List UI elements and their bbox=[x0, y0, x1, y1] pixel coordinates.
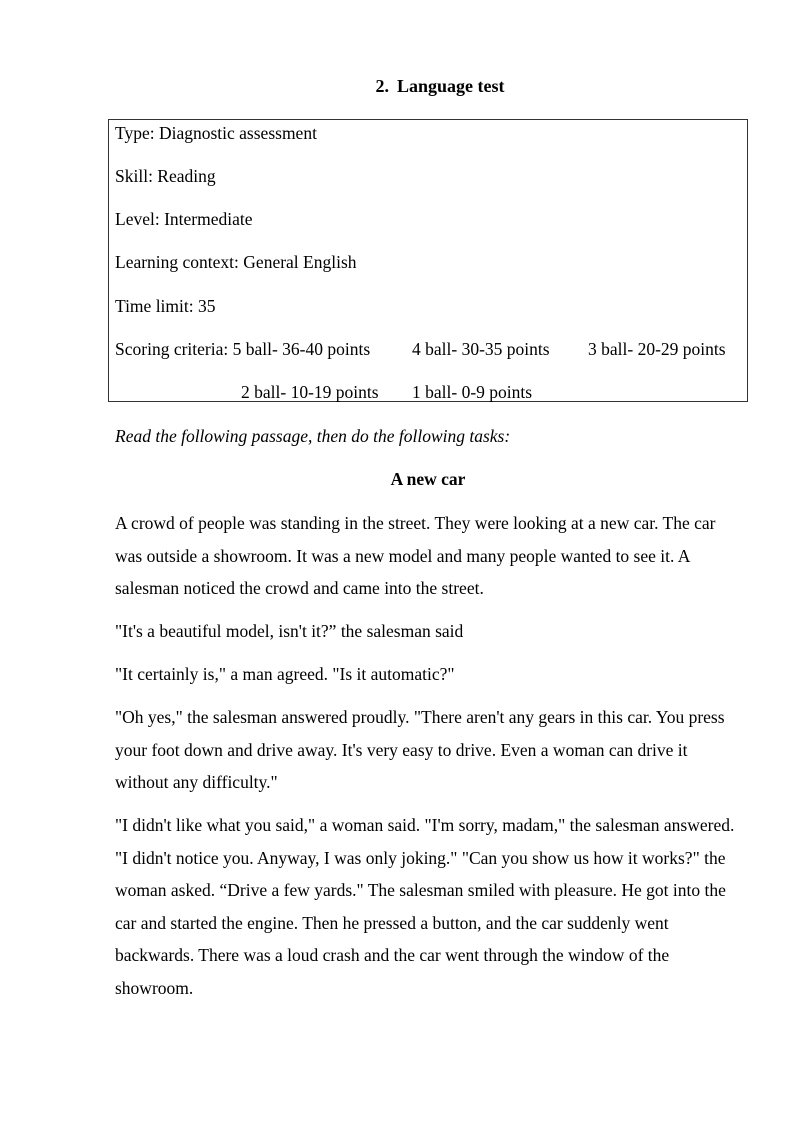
score-4-ball: 4 ball- 30-35 points bbox=[412, 339, 550, 359]
section-heading bbox=[0, 76, 800, 97]
story-paragraph: "I didn't like what you said," a woman said. "I'm sorry, madam," the salesman answered. "I didn't notice you. Anyway, I was only joking." "Can you show us how it works?" the woman asked. “Drive a few yards." The salesman smiled with pleasure. He got into the car and started the engine. Then he pressed a button, and the car suddenly went backwards. There was a loud crash and the car went through the window of the showroom. bbox=[115, 815, 735, 998]
score-3-ball: 3 ball- 20-29 points bbox=[588, 339, 726, 359]
story-paragraph: "It's a beautiful model, isn't it?” the salesman said bbox=[115, 621, 464, 641]
story-title: A new car bbox=[390, 469, 466, 489]
scoring-criteria: Scoring criteria: 5 ball- 36-40 points bbox=[115, 339, 371, 359]
task-instruction: Read the following passage, then do the following tasks: bbox=[115, 426, 511, 446]
score-1-ball: 1 ball- 0-9 points bbox=[412, 382, 533, 402]
section-title: Language test bbox=[397, 76, 505, 96]
test-time-limit: Time limit: 35 bbox=[115, 296, 216, 316]
test-info-box bbox=[108, 119, 748, 402]
test-type: Type: Diagnostic assessment bbox=[115, 123, 317, 143]
test-skill: Skill: Reading bbox=[115, 166, 216, 186]
test-level: Level: Intermediate bbox=[115, 209, 253, 229]
score-2-ball: 2 ball- 10-19 points bbox=[241, 382, 379, 402]
story-paragraph: "It certainly is," a man agreed. "Is it automatic?" bbox=[115, 664, 455, 684]
section-number: 2. bbox=[375, 76, 389, 96]
story-paragraph: "Oh yes," the salesman answered proudly. "There aren't any gears in this car. You press your foot down and drive away. It's very easy to drive. Even a woman can drive it without any difficulty." bbox=[115, 707, 725, 792]
test-context: Learning context: General English bbox=[115, 252, 357, 272]
story-paragraph: A crowd of people was standing in the street. They were looking at a new car. The car was outside a showroom. It was a new model and many people wanted to see it. A salesman noticed the crowd and came into the street. bbox=[115, 513, 716, 598]
